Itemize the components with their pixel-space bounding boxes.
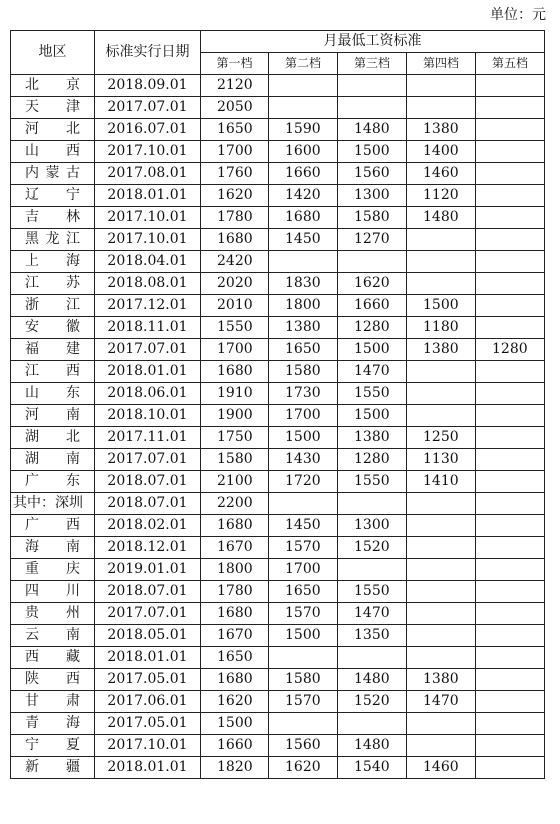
region-cell: 重庆 [11,559,95,581]
tier-3-cell: 1300 [338,185,407,207]
region-cell: 陕西 [11,669,95,691]
tier-2-cell: 1450 [269,229,338,251]
tier-2-cell [269,647,338,669]
tier-3-cell: 1550 [338,471,407,493]
tier-1-cell: 1900 [201,405,269,427]
tier-2-cell [269,493,338,515]
tier-5-cell [476,361,545,383]
tier-4-cell [407,383,476,405]
tier-3-cell: 1500 [338,141,407,163]
date-cell: 2017.10.01 [95,229,201,251]
table-row [11,163,545,185]
date-cell: 2018.01.01 [95,361,201,383]
tier-5-cell [476,295,545,317]
date-cell: 2017.11.01 [95,427,201,449]
date-cell: 2017.07.01 [95,97,201,119]
date-cell: 2018.04.01 [95,251,201,273]
date-cell: 2017.12.01 [95,295,201,317]
tier-1-cell: 1820 [201,757,269,779]
tier-2-cell: 1660 [269,163,338,185]
header-date: 标准实行日期 [95,31,201,75]
tier-1-cell: 1800 [201,559,269,581]
tier-5-cell [476,625,545,647]
tier-1-cell: 1700 [201,339,269,361]
region-cell: 天津 [11,97,95,119]
table-row [11,317,545,339]
tier-2-cell: 1620 [269,757,338,779]
tier-1-cell: 1580 [201,449,269,471]
tier-1-cell: 1750 [201,427,269,449]
table-row [11,471,545,493]
region-cell: 青海 [11,713,95,735]
tier-2-cell: 1500 [269,427,338,449]
tier-5-cell [476,735,545,757]
tier-3-cell: 1280 [338,449,407,471]
tier-1-cell: 2100 [201,471,269,493]
table-row [11,119,545,141]
tier-1-cell: 2050 [201,97,269,119]
date-cell: 2018.01.01 [95,647,201,669]
tier-4-cell [407,537,476,559]
tier-1-cell: 1650 [201,119,269,141]
date-cell: 2018.07.01 [95,581,201,603]
tier-3-cell: 1480 [338,669,407,691]
tier-5-cell [476,559,545,581]
tier-5-cell [476,383,545,405]
tier-2-cell: 1730 [269,383,338,405]
table-row [11,295,545,317]
tier-4-cell [407,735,476,757]
tier-4-cell [407,713,476,735]
tier-4-cell: 1180 [407,317,476,339]
header-tier-3: 第三档 [338,53,407,75]
date-cell: 2017.07.01 [95,603,201,625]
min-wage-table [10,30,545,779]
tier-3-cell [338,97,407,119]
tier-4-cell [407,625,476,647]
tier-5-cell [476,273,545,295]
region-cell: 江西 [11,361,95,383]
region-cell: 福建 [11,339,95,361]
tier-4-cell: 1460 [407,757,476,779]
tier-5-cell [476,691,545,713]
tier-2-cell: 1570 [269,603,338,625]
tier-2-cell: 1430 [269,449,338,471]
date-cell: 2017.08.01 [95,163,201,185]
region-cell: 贵州 [11,603,95,625]
tier-2-cell: 1700 [269,559,338,581]
tier-4-cell: 1400 [407,141,476,163]
header-row-top [11,31,545,53]
tier-3-cell: 1560 [338,163,407,185]
header-tier-1: 第一档 [201,53,269,75]
tier-5-cell [476,713,545,735]
tier-5-cell [476,317,545,339]
region-cell: 上海 [11,251,95,273]
table-row [11,339,545,361]
table-row [11,669,545,691]
date-cell: 2018.07.01 [95,471,201,493]
tier-5-cell [476,669,545,691]
region-cell: 新疆 [11,757,95,779]
table-row [11,449,545,471]
date-cell: 2018.06.01 [95,383,201,405]
tier-1-cell: 2120 [201,75,269,97]
tier-3-cell: 1300 [338,515,407,537]
table-row [11,713,545,735]
table-row [11,427,545,449]
date-cell: 2017.07.01 [95,449,201,471]
region-cell: 吉林 [11,207,95,229]
tier-3-cell [338,559,407,581]
tier-5-cell [476,75,545,97]
tier-2-cell: 1420 [269,185,338,207]
table-row [11,273,545,295]
tier-3-cell: 1380 [338,427,407,449]
date-cell: 2017.06.01 [95,691,201,713]
tier-1-cell: 2420 [201,251,269,273]
region-cell: 江苏 [11,273,95,295]
region-cell: 河南 [11,405,95,427]
tier-2-cell: 1800 [269,295,338,317]
tier-5-cell [476,97,545,119]
region-cell: 广西 [11,515,95,537]
table-row [11,559,545,581]
tier-4-cell: 1460 [407,163,476,185]
table-row [11,97,545,119]
tier-5-cell [476,207,545,229]
table-row [11,493,545,515]
region-cell: 内蒙古 [11,163,95,185]
tier-1-cell: 2020 [201,273,269,295]
table-row [11,625,545,647]
tier-2-cell: 1580 [269,669,338,691]
tier-3-cell: 1550 [338,383,407,405]
tier-3-cell [338,647,407,669]
table-row [11,691,545,713]
date-cell: 2018.01.01 [95,185,201,207]
tier-3-cell: 1500 [338,405,407,427]
tier-4-cell: 1480 [407,207,476,229]
tier-4-cell: 1500 [407,295,476,317]
tier-4-cell: 1380 [407,119,476,141]
tier-1-cell: 1620 [201,691,269,713]
date-cell: 2018.02.01 [95,515,201,537]
tier-4-cell: 1120 [407,185,476,207]
tier-1-cell: 1680 [201,361,269,383]
tier-1-cell: 1660 [201,735,269,757]
tier-5-cell [476,647,545,669]
tier-1-cell: 1910 [201,383,269,405]
tier-4-cell: 1380 [407,339,476,361]
tier-2-cell: 1500 [269,625,338,647]
tier-4-cell: 1410 [407,471,476,493]
tier-3-cell: 1470 [338,361,407,383]
tier-3-cell: 1480 [338,735,407,757]
tier-3-cell: 1620 [338,273,407,295]
tier-2-cell [269,97,338,119]
table-row [11,537,545,559]
tier-1-cell: 1500 [201,713,269,735]
region-cell: 安徽 [11,317,95,339]
tier-5-cell [476,405,545,427]
tier-1-cell: 1680 [201,229,269,251]
table-row [11,735,545,757]
tier-5-cell: 1280 [476,339,545,361]
date-cell: 2017.10.01 [95,141,201,163]
table-row [11,603,545,625]
tier-5-cell [476,251,545,273]
tier-5-cell [476,603,545,625]
tier-4-cell [407,581,476,603]
region-cell: 宁夏 [11,735,95,757]
date-cell: 2018.09.01 [95,75,201,97]
tier-4-cell [407,493,476,515]
table-row [11,757,545,779]
region-cell: 山东 [11,383,95,405]
tier-3-cell: 1280 [338,317,407,339]
region-cell: 浙江 [11,295,95,317]
tier-1-cell: 1620 [201,185,269,207]
region-cell: 湖北 [11,427,95,449]
tier-2-cell: 1720 [269,471,338,493]
tier-2-cell: 1570 [269,691,338,713]
tier-4-cell [407,515,476,537]
region-cell: 西藏 [11,647,95,669]
tier-3-cell [338,251,407,273]
header-region: 地区 [11,31,95,75]
tier-2-cell: 1680 [269,207,338,229]
tier-1-cell: 1670 [201,537,269,559]
tier-4-cell [407,361,476,383]
table-row [11,75,545,97]
tier-5-cell [476,185,545,207]
tier-1-cell: 2200 [201,493,269,515]
tier-2-cell: 1380 [269,317,338,339]
tier-2-cell: 1560 [269,735,338,757]
tier-4-cell: 1470 [407,691,476,713]
tier-3-cell [338,75,407,97]
tier-5-cell [476,229,545,251]
date-cell: 2017.10.01 [95,207,201,229]
tier-1-cell: 1780 [201,207,269,229]
tier-2-cell: 1450 [269,515,338,537]
table-row [11,141,545,163]
tier-2-cell [269,75,338,97]
header-tier-4: 第四档 [407,53,476,75]
tier-4-cell [407,229,476,251]
tier-5-cell [476,119,545,141]
table-row [11,647,545,669]
tier-5-cell [476,141,545,163]
tier-4-cell [407,603,476,625]
tier-5-cell [476,515,545,537]
unit-label: 单位：元 [490,7,546,23]
tier-4-cell: 1250 [407,427,476,449]
region-cell: 山西 [11,141,95,163]
region-cell: 湖南 [11,449,95,471]
tier-2-cell [269,713,338,735]
tier-2-cell: 1700 [269,405,338,427]
region-cell: 四川 [11,581,95,603]
tier-2-cell: 1580 [269,361,338,383]
date-cell: 2016.07.01 [95,119,201,141]
tier-2-cell: 1830 [269,273,338,295]
tier-1-cell: 1680 [201,603,269,625]
table-row [11,251,545,273]
tier-4-cell [407,251,476,273]
tier-3-cell: 1580 [338,207,407,229]
header-tier-2: 第二档 [269,53,338,75]
tier-3-cell: 1480 [338,119,407,141]
tier-2-cell [269,251,338,273]
tier-4-cell [407,97,476,119]
tier-1-cell: 1670 [201,625,269,647]
tier-2-cell: 1570 [269,537,338,559]
tier-3-cell: 1540 [338,757,407,779]
date-cell: 2017.07.01 [95,339,201,361]
region-cell: 云南 [11,625,95,647]
tier-4-cell [407,559,476,581]
tier-3-cell: 1350 [338,625,407,647]
tier-3-cell [338,493,407,515]
region-cell: 河北 [11,119,95,141]
date-cell: 2018.05.01 [95,625,201,647]
tier-5-cell [476,581,545,603]
date-cell: 2018.12.01 [95,537,201,559]
tier-3-cell [338,713,407,735]
tier-3-cell: 1550 [338,581,407,603]
tier-4-cell [407,647,476,669]
date-cell: 2018.01.01 [95,757,201,779]
table-row [11,383,545,405]
tier-5-cell [476,163,545,185]
tier-1-cell: 1780 [201,581,269,603]
table-row [11,207,545,229]
tier-4-cell: 1380 [407,669,476,691]
tier-1-cell: 1680 [201,669,269,691]
region-cell: 北京 [11,75,95,97]
table-row [11,185,545,207]
tier-1-cell: 2010 [201,295,269,317]
table-row [11,229,545,251]
region-cell: 黑龙江 [11,229,95,251]
tier-5-cell [476,449,545,471]
tier-1-cell: 1680 [201,515,269,537]
date-cell: 2018.11.01 [95,317,201,339]
region-cell: 海南 [11,537,95,559]
tier-1-cell: 1650 [201,647,269,669]
tier-1-cell: 1760 [201,163,269,185]
tier-3-cell: 1660 [338,295,407,317]
tier-3-cell: 1270 [338,229,407,251]
table-row [11,361,545,383]
tier-2-cell: 1650 [269,339,338,361]
tier-5-cell [476,427,545,449]
date-cell: 2017.05.01 [95,669,201,691]
tier-4-cell [407,75,476,97]
date-cell: 2018.10.01 [95,405,201,427]
table-header [11,31,545,75]
table-row [11,515,545,537]
tier-2-cell: 1590 [269,119,338,141]
tier-2-cell: 1650 [269,581,338,603]
tier-3-cell: 1520 [338,537,407,559]
header-tier-5: 第五档 [476,53,545,75]
tier-2-cell: 1600 [269,141,338,163]
tier-3-cell: 1520 [338,691,407,713]
tier-4-cell [407,405,476,427]
date-cell: 2019.01.01 [95,559,201,581]
region-cell: 广东 [11,471,95,493]
region-cell: 辽宁 [11,185,95,207]
tier-5-cell [476,493,545,515]
tier-3-cell: 1500 [338,339,407,361]
table-row [11,581,545,603]
table-row [11,405,545,427]
date-cell: 2018.07.01 [95,493,201,515]
tier-1-cell: 1700 [201,141,269,163]
date-cell: 2018.08.01 [95,273,201,295]
date-cell: 2017.10.01 [95,735,201,757]
tier-4-cell: 1130 [407,449,476,471]
table-body [11,75,545,779]
tier-5-cell [476,537,545,559]
tier-5-cell [476,471,545,493]
tier-1-cell: 1550 [201,317,269,339]
date-cell: 2017.05.01 [95,713,201,735]
tier-5-cell [476,757,545,779]
header-group: 月最低工资标准 [201,31,545,53]
region-cell: 甘肃 [11,691,95,713]
tier-3-cell: 1470 [338,603,407,625]
tier-4-cell [407,273,476,295]
region-cell: 其中：深圳 [11,493,95,515]
